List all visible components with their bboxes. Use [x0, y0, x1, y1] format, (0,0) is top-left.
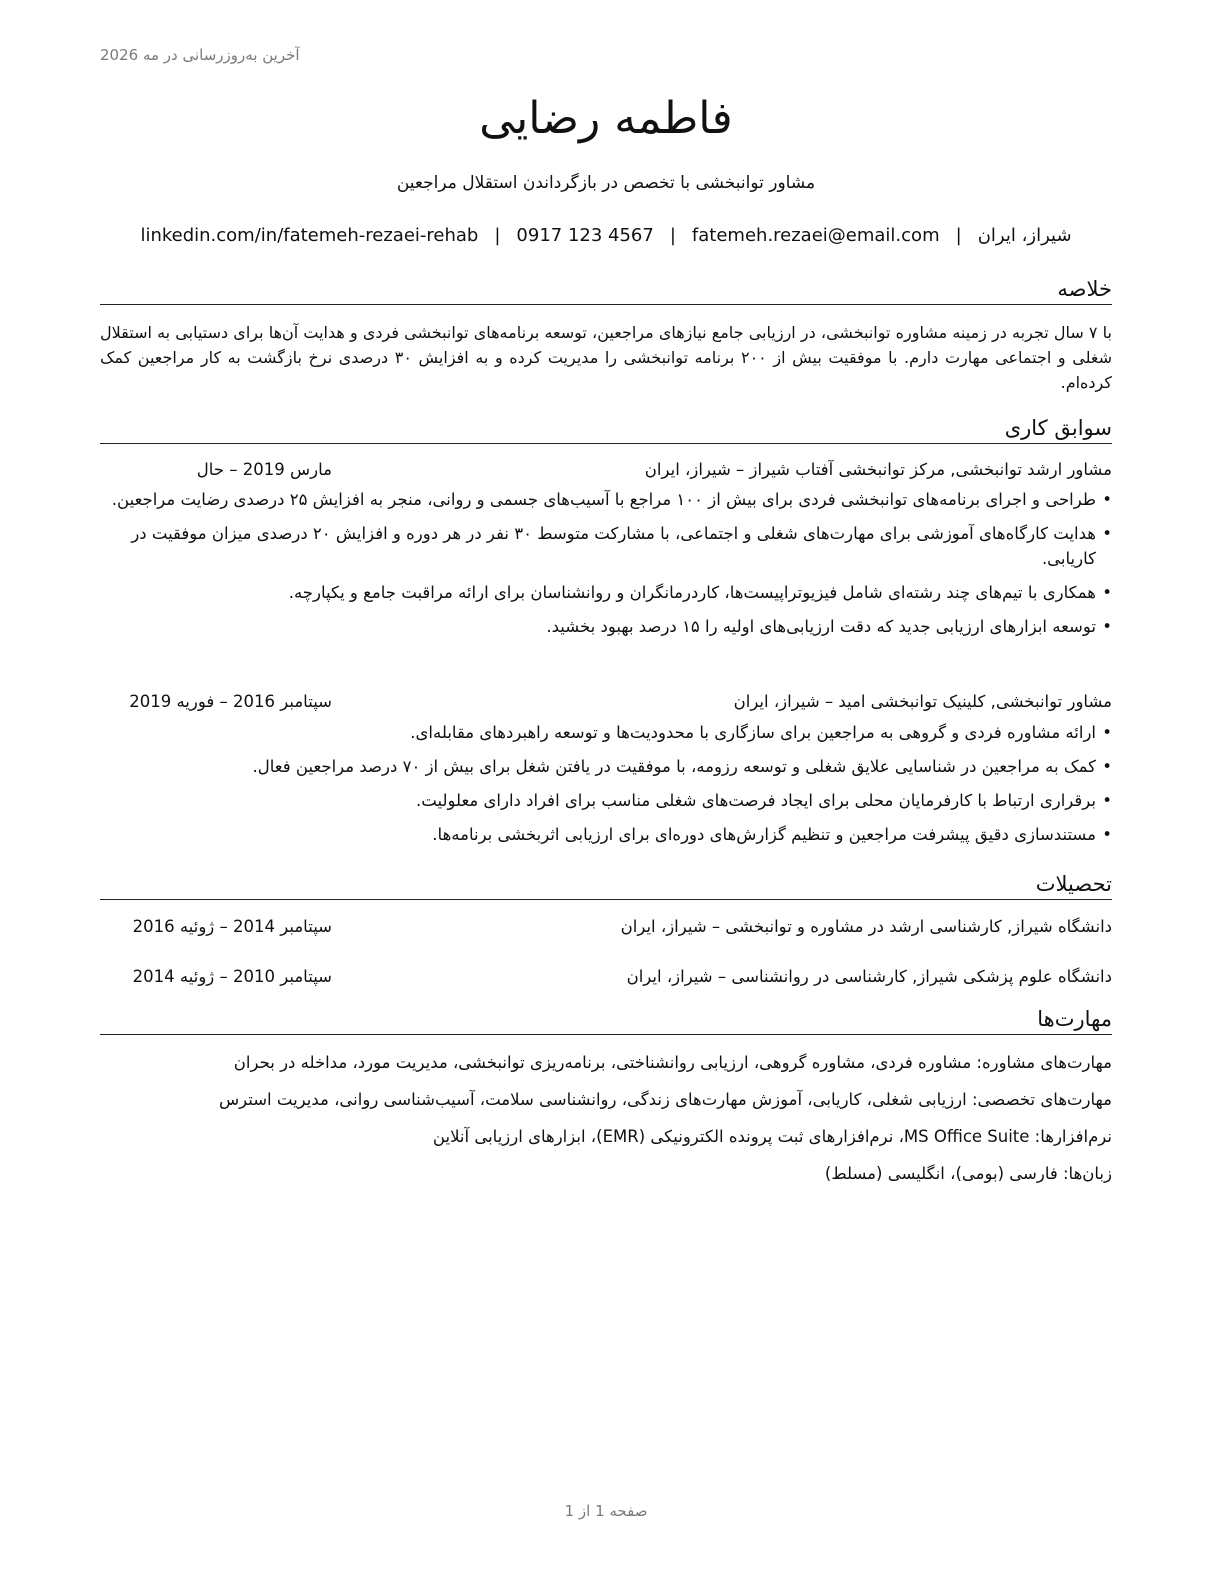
section-title-experience: سوابق کاری	[100, 413, 1112, 444]
job-header	[100, 689, 1112, 715]
last-updated-text: آخرین به‌روزرسانی در مه 2026	[100, 46, 300, 64]
skills-list	[100, 1050, 1112, 1198]
contact-linkedin[interactable]: linkedin.com/in/fatemeh-rezaei-rehab	[140, 225, 479, 246]
contact-email[interactable]: fatemeh.rezaei@email.com	[691, 225, 940, 246]
education-row	[100, 914, 1112, 940]
education-school: دانشگاه شیراز, کارشناسی ارشد در مشاوره و توانبخشی – شیراز، ایران	[620, 917, 1112, 936]
candidate-name: فاطمه رضایی	[479, 93, 733, 144]
skills-line: زبان‌ها: فارسی (بومی)، انگلیسی (مسلط)	[824, 1164, 1112, 1183]
contact-separator: |	[494, 225, 501, 246]
contact-location: شیراز، ایران	[977, 225, 1072, 246]
job-bullets	[100, 487, 1112, 648]
skills-line: مهارت‌های مشاوره: مشاوره فردی، مشاوره گروهی، ارزیابی روانشناختی، برنامه‌ریزی توانبخشی، مدیریت مورد، مداخله در بحران	[233, 1053, 1112, 1072]
contact-separator: |	[669, 225, 676, 246]
job-bullets	[100, 720, 1112, 856]
job-bullet: • مستندسازی دقیق پیشرفت مراجعین و تنظیم گزارش‌های دوره‌ای برای ارزیابی اثربخشی برنامه‌ها.	[100, 822, 1112, 847]
section-title-education: تحصیلات	[100, 869, 1112, 900]
skills-line: مهارت‌های تخصصی: ارزیابی شغلی، کاریابی، آموزش مهارت‌های زندگی، روانشناسی سلامت، آسیب‌شناسی روانی، مدیریت استرس	[218, 1090, 1112, 1109]
job-dates: سپتامبر 2016 – فوریه 2019	[129, 692, 332, 711]
job-header	[100, 457, 1112, 483]
contact-phone[interactable]: 0917 123 4567	[516, 225, 654, 246]
job-bullet: • همکاری با تیم‌های چند رشته‌ای شامل فیزیوتراپیست‌ها، کاردرمانگران و روانشناسان برای ارائه مراقبت جامع و یکپارچه.	[100, 580, 1112, 605]
job-bullet: • برقراری ارتباط با کارفرمایان محلی برای ایجاد فرصت‌های شغلی مناسب برای افراد دارای معلولیت.	[100, 788, 1112, 813]
education-school: دانشگاه علوم پزشکی شیراز, کارشناسی در روانشناسی – شیراز، ایران	[626, 967, 1112, 986]
section-title-summary: خلاصه	[100, 274, 1112, 305]
skills-line: نرم‌افزارها: MS Office Suite، نرم‌افزارهای ثبت پرونده الکترونیکی (EMR)، ابزارهای ارزیابی آنلاین	[432, 1127, 1112, 1146]
candidate-tagline: مشاور توانبخشی با تخصص در بازگرداندن استقلال مراجعین	[396, 173, 816, 193]
job-bullet: • کمک به مراجعین در شناسایی علایق شغلی و توسعه رزومه، با موفقیت در یافتن شغل برای بیش از ۷۰ درصد مراجعین فعال.	[100, 754, 1112, 779]
education-dates: سپتامبر 2014 – ژوئیه 2016	[132, 917, 332, 936]
section-title-skills: مهارت‌ها	[100, 1004, 1112, 1035]
job-bullet: • هدایت کارگاه‌های آموزشی برای مهارت‌های شغلی و اجتماعی، با مشارکت متوسط ۳۰ نفر در هر دوره و افزایش ۲۰ درصدی میزان موفقیت در کاریابی.	[100, 521, 1112, 571]
education-dates: سپتامبر 2010 – ژوئیه 2014	[132, 967, 332, 986]
page-number: صفحه 1 از 1	[564, 1502, 648, 1520]
job-bullet: • توسعه ابزارهای ارزیابی جدید که دقت ارزیابی‌های اولیه را ۱۵ درصد بهبود بخشید.	[100, 614, 1112, 639]
contact-line	[100, 222, 1112, 250]
job-role: مشاور توانبخشی, کلینیک توانبخشی امید – شیراز، ایران	[733, 692, 1112, 711]
education-row	[100, 964, 1112, 990]
summary-text: با ۷ سال تجربه در زمینه مشاوره توانبخشی، در ارزیابی جامع نیازهای مراجعین، توسعه برنامه‌های توانبخشی فردی و هدایت آن‌ها برای دستیابی به استقلال شغلی و اجتماعی مهارت دارم. با موفقیت بیش از ۲۰۰ برنامه توانبخشی را مدیریت کرده و به افزایش ۳۰ درصدی نرخ بازگشت به کار مراجعین کمک کرده‌ام.	[100, 323, 1113, 392]
contact-separator: |	[955, 225, 962, 246]
job-dates: مارس 2019 – حال	[196, 460, 332, 479]
resume-page	[100, 0, 1112, 1584]
job-bullet: • ارائه مشاوره فردی و گروهی به مراجعین برای سازگاری با محدودیت‌ها و توسعه راهبردهای مقابله‌ای.	[100, 720, 1112, 745]
job-bullet: • طراحی و اجرای برنامه‌های توانبخشی فردی برای بیش از ۱۰۰ مراجع با آسیب‌های جسمی و روانی، منجر به افزایش ۲۵ درصدی رضایت مراجعین.	[100, 487, 1112, 512]
job-role: مشاور ارشد توانبخشی, مرکز توانبخشی آفتاب شیراز – شیراز، ایران	[644, 460, 1112, 479]
